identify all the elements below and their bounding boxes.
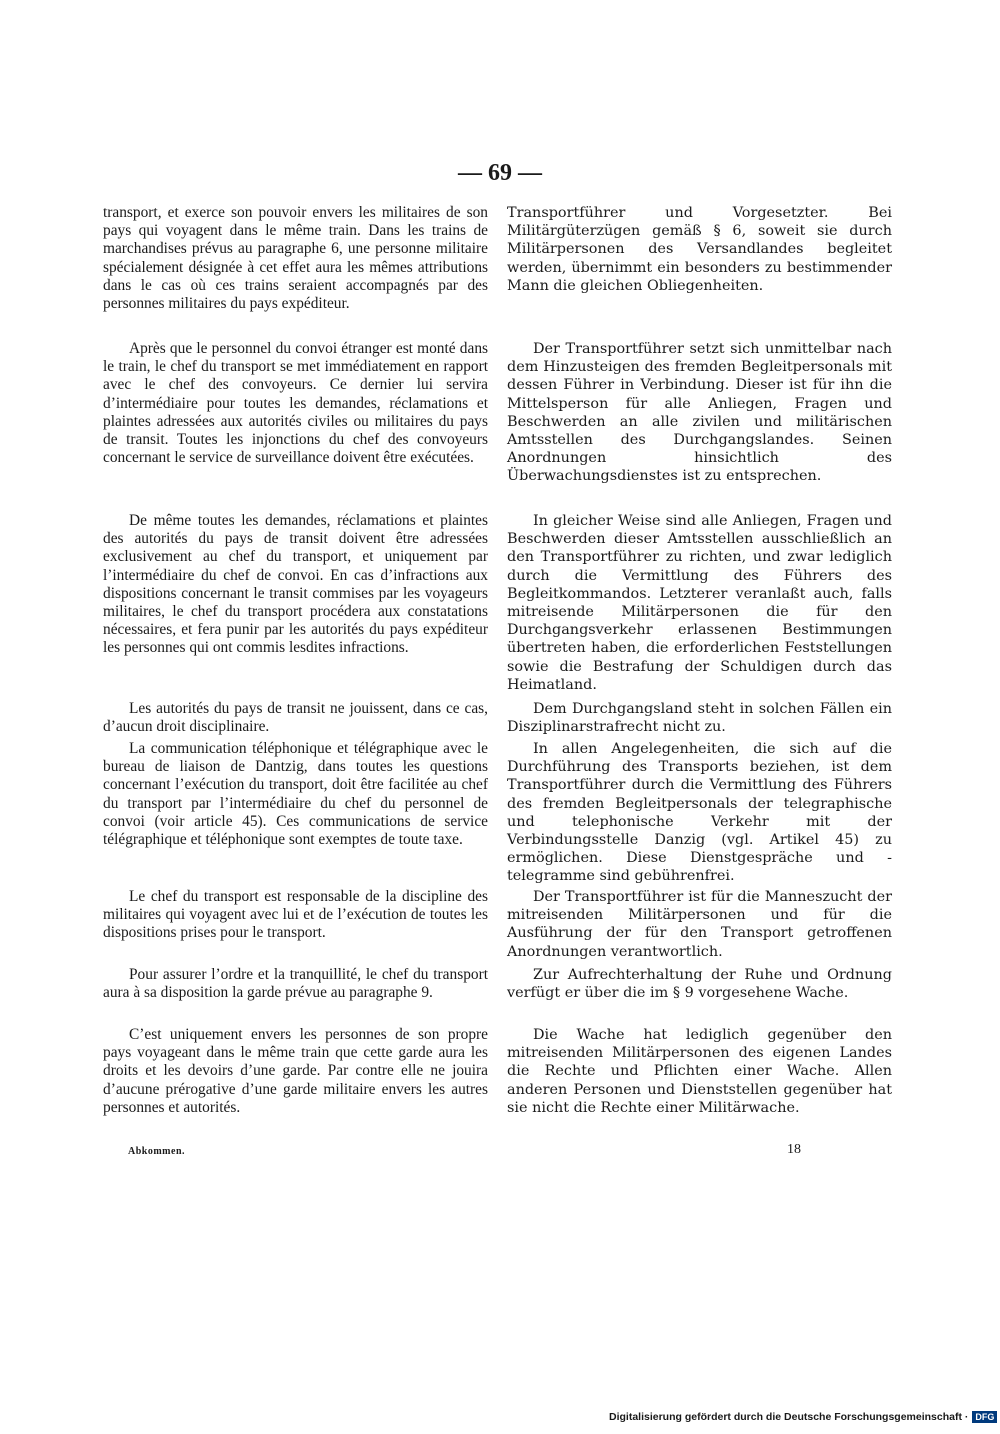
de-paragraph-4: Dem Durchgangsland steht in solchen Fällen ein Disziplinarstrafrecht nicht zu. (507, 701, 892, 736)
de-paragraph-2: Der Transportführer setzt sich unmittelbar nach dem Hinzusteigen des fremden Begleitpersonals mit dessen Führer in Verbindung. Dieser ist für ihn die Mittelsperson für alle Anliegen, Fragen und Beschwerden an alle zivilen und militärischen Amtsstellen des Durchgangslandes. Seinen Anordnungen hinsichtlich des Überwachungsdienstes ist zu entsprechen. (507, 341, 892, 485)
fr-paragraph-6: Le chef du transport est responsable de la discipline des militaires qui voyagent avec lui et de l’exécution de toutes les dispositions prises pour le transport. (103, 888, 488, 942)
footer-signature-mark: Abkommen. (128, 1146, 186, 1157)
fr-paragraph-7: Pour assurer l’ordre et la tranquillité, le chef du transport aura à sa disposition la garde prévue au paragraphe 9. (103, 966, 488, 1002)
page-number: — 69 — (458, 160, 542, 186)
de-paragraph-6: Der Transportführer ist für die Manneszucht der mitreisenden Militärpersonen und für die Ausführung der für den Transport getroffenen Anordnungen verantwortlich. (507, 889, 892, 960)
dfg-logo: DFG (972, 1411, 997, 1423)
de-paragraph-7: Zur Aufrechterhaltung der Ruhe und Ordnung verfügt er über die im § 9 vorgesehene Wache. (507, 967, 892, 1002)
de-paragraph-1: Transportführer und Vorgesetzter. Bei Militärgüterzügen gemäß § 6, soweit sie durch Militärpersonen des Versandlandes begleitet werden, übernimmt ein besonders zu bestimmender Mann die gleichen Obliegenheiten. (507, 205, 892, 294)
credit-text: Digitalisierung gefördert durch die Deutsche Forschungsgemeinschaft · (609, 1411, 969, 1423)
fr-paragraph-4: Les autorités du pays de transit ne jouissent, dans ce cas, d’aucun droit disciplinaire. (103, 700, 488, 736)
digitization-credit (609, 1411, 997, 1423)
fr-paragraph-8: C’est uniquement envers les personnes de son propre pays voyageant dans le même train que cette garde aura les droits et les devoirs d’une garde. Par contre elle ne jouira d’aucune prérogative d’une garde militaire envers les autres personnes et autorités. (103, 1026, 488, 1116)
de-paragraph-8: Die Wache hat lediglich gegenüber den mitreisenden Militärpersonen des eigenen Landes die Rechte und Pflichten einer Wache. Allen anderen Personen und Dienststellen gegenüber hat sie nicht die Rechte einer Militärwache. (507, 1027, 892, 1116)
fr-paragraph-1: transport, et exerce son pouvoir envers les militaires de son pays qui voyagent dans le même train. Dans les trains de marchandises prévus au paragraphe 6, une personne militaire spécialement désignée à cet effet aura les mêmes attributions dans le cas où ces trains seraient accompagnés par des personnes militaires du pays expéditeur. (103, 204, 488, 313)
fr-paragraph-5: La communication téléphonique et télégraphique avec le bureau de liaison de Dantzig, dans toutes les questions concernant l’exécution du transport, doit être facilitée au chef du transport par l’intermédiaire du chef du personnel de convoi (voir article 45). Ces communications de service télégraphique et téléphonique sont exemptes de toute taxe. (103, 740, 488, 849)
footer-sheet-number: 18 (787, 1142, 801, 1157)
de-paragraph-5: In allen Angelegenheiten, die sich auf die Durchführung des Transports beziehen, ist dem Transportführer durch die Vermittlung des Führers des fremden Begleitpersonals der telegraphische und telephonische Verkehr mit der Verbindungsstelle Danzig (vgl. Artikel 45) zu ermöglichen. Diese Dienstgespräche und -telegramme sind gebührenfrei. (507, 741, 892, 885)
fr-paragraph-2: Après que le personnel du convoi étranger est monté dans le train, le chef du transport se met immédiatement en rapport avec le chef des convoyeurs. Ce dernier lui servira d’intermédiaire pour toutes les demandes, réclamations et plaintes adressées aux autorités civiles ou militaires du pays de transit. Toutes les injonctions du chef des convoyeurs concernant le service de surveillance doivent être exécutées. (103, 340, 488, 467)
fr-paragraph-3: De même toutes les demandes, réclamations et plaintes des autorités du pays de transit doivent être adressées exclusivement au chef du transport, et uniquement par l’intermédiaire du chef de convoi. En cas d’infractions aux dispositions concernant le transit commises par les voyageurs militaires, le chef du transport procédera aux constatations nécessaires, et fera punir par les autorités du pays expéditeur les personnes qui ont commis lesdites infractions. (103, 512, 488, 657)
de-paragraph-3: In gleicher Weise sind alle Anliegen, Fragen und Beschwerden dieser Amtsstellen ausschließlich an den Transportführer zu richten, und zwar lediglich durch die Vermittlung des Führers des Begleitkommandos. Letzterer veranlaßt auch, falls mitreisende Militärpersonen die für den Durchgangsverkehr erlassenen Bestimmungen übertreten haben, die erforderlichen Feststellungen sowie die Bestrafung der Schuldigen durch das Heimatland. (507, 513, 892, 693)
